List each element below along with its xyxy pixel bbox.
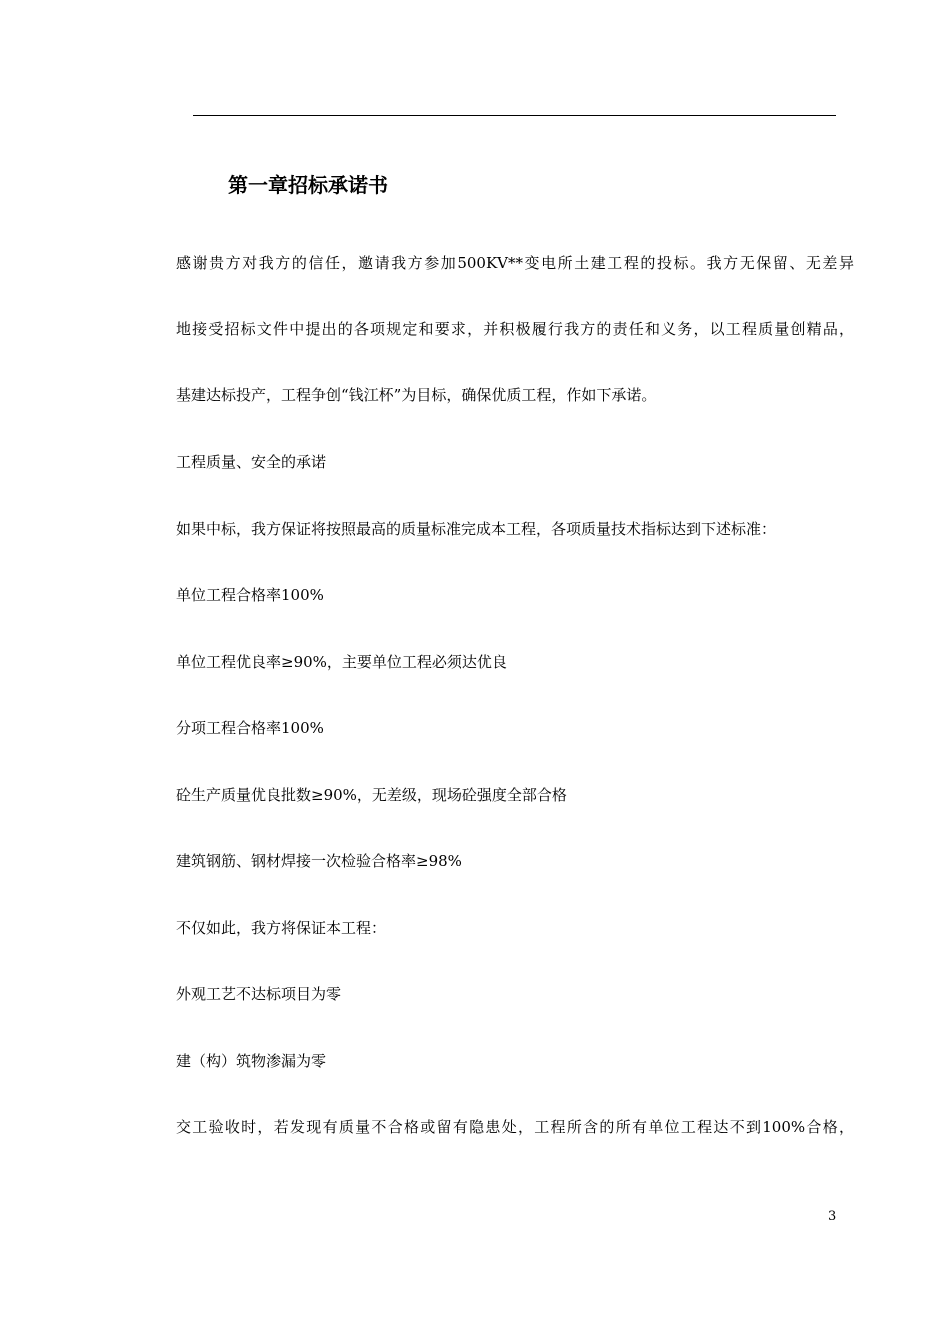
paragraph-line: 交工验收时，若发现有质量不合格或留有隐患处，工程所含的所有单位工程达不到100%合格， [176, 1118, 854, 1136]
standard-item: 单位工程合格率100% [176, 586, 324, 604]
section-heading: 工程质量、安全的承诺 [176, 453, 327, 471]
header-rule [193, 115, 836, 116]
paragraph-line: 感谢贵方对我方的信任，邀请我方参加500KV**变电所土建工程的投标。我方无保留、无差异 [176, 254, 854, 272]
paragraph-line: 如果中标，我方保证将按照最高的质量标准完成本工程，各项质量技术指标达到下述标准： [176, 520, 777, 538]
standard-item: 单位工程优良率≥90%，主要单位工程必须达优良 [176, 653, 507, 671]
page-number: 3 [828, 1209, 837, 1224]
commitment-item: 建（构）筑物渗漏为零 [176, 1052, 327, 1070]
commitment-item: 外观工艺不达标项目为零 [176, 985, 342, 1003]
paragraph-line: 基建达标投产，工程争创“钱江杯”为目标，确保优质工程，作如下承诺。 [176, 386, 657, 404]
standard-item: 砼生产质量优良批数≥90%，无差级，现场砼强度全部合格 [176, 786, 567, 804]
standard-item: 建筑钢筋、钢材焊接一次检验合格率≥98% [176, 852, 462, 870]
chapter-title: 第一章招标承诺书 [228, 173, 388, 197]
paragraph-line: 地接受招标文件中提出的各项规定和要求，并积极履行我方的责任和义务，以工程质量创精品， [176, 320, 854, 338]
standard-item: 分项工程合格率100% [176, 719, 324, 737]
paragraph-line: 不仅如此，我方将保证本工程： [176, 919, 387, 937]
